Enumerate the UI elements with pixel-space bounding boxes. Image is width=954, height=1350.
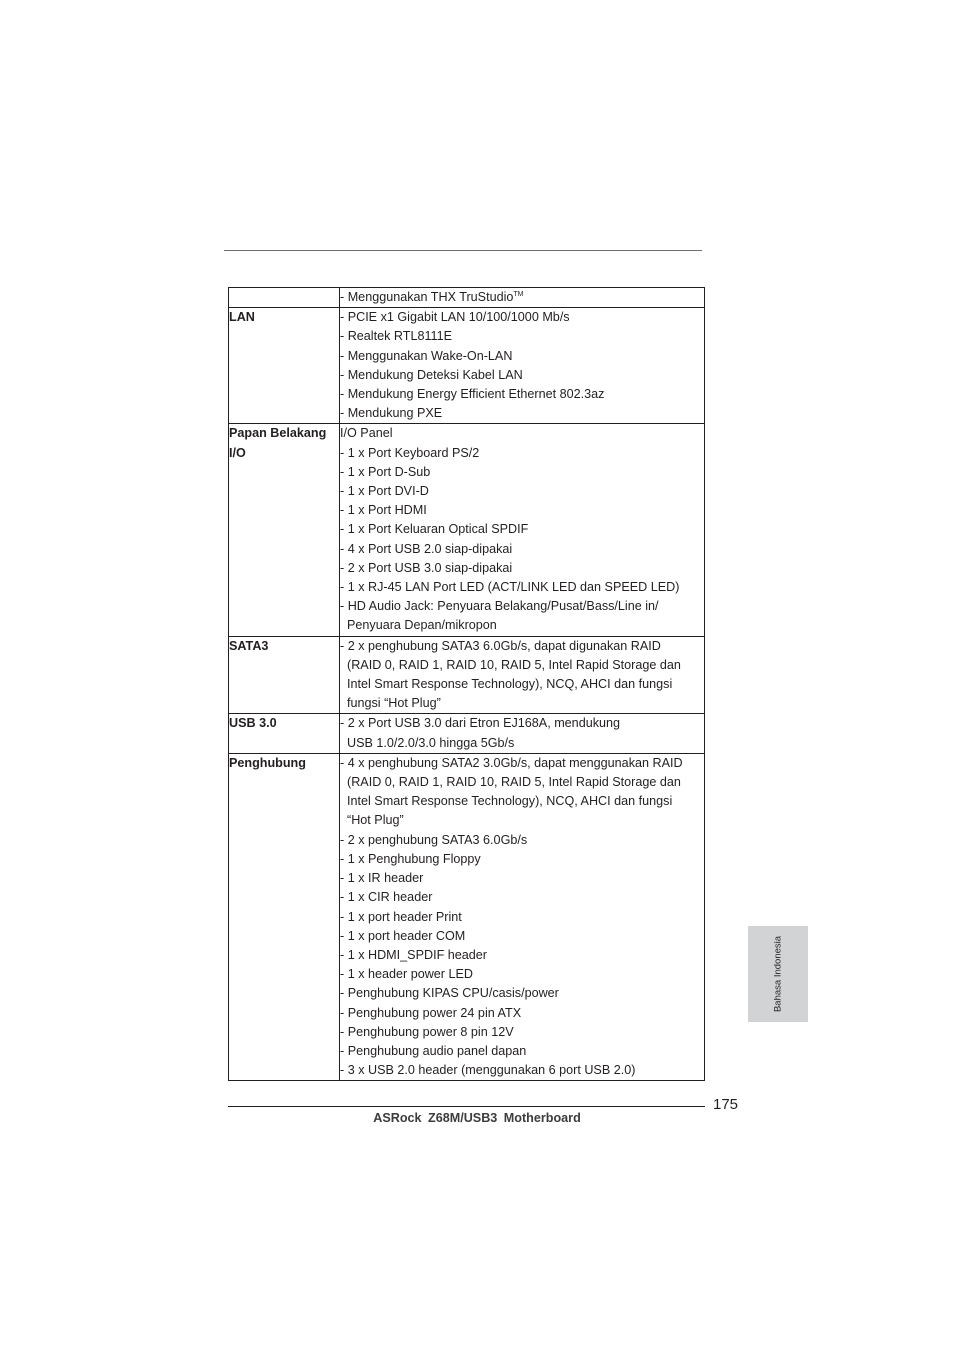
spec-line-text: - Mendukung PXE — [340, 406, 443, 421]
spec-line-text: - 1 x header power LED — [340, 967, 474, 982]
spec-line-text: - 2 x Port USB 3.0 siap-dipakai — [340, 560, 513, 575]
spec-line-text: - Penghubung power 24 pin ATX — [340, 1005, 522, 1020]
spec-row — [229, 288, 705, 308]
spec-line-text: Intel Smart Response Technology), NCQ, AHCI dan fungsi — [347, 794, 673, 809]
language-side-tab — [748, 926, 808, 1022]
spec-line — [340, 482, 704, 501]
spec-line — [340, 540, 704, 559]
spec-line-text: I/O Panel — [340, 426, 393, 441]
spec-label-cell — [229, 714, 340, 753]
spec-label-cell — [229, 424, 340, 636]
spec-line-text: (RAID 0, RAID 1, RAID 10, RAID 5, Intel Rapid Storage dan — [347, 775, 681, 790]
spec-table-body — [229, 288, 705, 1081]
language-side-tab-label: Bahasa Indonesia — [772, 935, 784, 1013]
spec-line-text: - Penghubung power 8 pin 12V — [340, 1024, 514, 1039]
spec-line-text: - 1 x port header COM — [340, 928, 466, 943]
spec-line-text: - 1 x CIR header — [340, 890, 433, 905]
spec-line — [340, 984, 704, 1003]
spec-line-text: - 1 x Port HDMI — [340, 503, 427, 518]
spec-value-cell — [340, 753, 705, 1080]
spec-row — [229, 424, 705, 636]
spec-line — [340, 347, 704, 366]
spec-value-cell — [340, 424, 705, 636]
bottom-rule — [228, 1106, 705, 1107]
spec-line — [340, 850, 704, 869]
spec-line-text: fungsi “Hot Plug” — [347, 696, 441, 711]
spec-line-text: Penyuara Depan/mikropon — [347, 618, 497, 633]
spec-line-text: - Menggunakan THX TruStudio — [340, 290, 514, 304]
spec-line-text: - 2 x penghubung SATA3 6.0Gb/s — [340, 832, 528, 847]
spec-line-text: USB 1.0/2.0/3.0 hingga 5Gb/s — [347, 735, 515, 750]
spec-line — [340, 927, 704, 946]
spec-line — [340, 385, 704, 404]
spec-line — [340, 463, 704, 482]
spec-line — [340, 616, 704, 635]
spec-line-text: - 3 x USB 2.0 header (menggunakan 6 port USB 2.0) — [340, 1063, 636, 1078]
spec-row — [229, 636, 705, 714]
spec-line — [340, 501, 704, 520]
spec-line — [340, 908, 704, 927]
spec-line — [340, 288, 704, 307]
spec-line — [340, 675, 704, 694]
spec-value-cell — [340, 636, 705, 714]
spec-line — [340, 308, 704, 327]
spec-line-text: - 2 x Port USB 3.0 dari Etron EJ168A, mendukung — [340, 716, 621, 731]
spec-line — [340, 656, 704, 675]
spec-label: Penghubung — [229, 755, 306, 770]
spec-table — [228, 287, 705, 1081]
spec-label-cell — [229, 308, 340, 424]
spec-label: I/O — [229, 445, 246, 460]
spec-line-text: - 4 x penghubung SATA2 3.0Gb/s, dapat menggunakan RAID — [340, 755, 683, 770]
spec-label-cell — [229, 753, 340, 1080]
spec-line — [340, 694, 704, 713]
spec-line-text: - Realtek RTL8111E — [340, 329, 453, 344]
spec-line-text: - Mendukung Energy Efficient Ethernet 802.3az — [340, 387, 605, 402]
spec-line — [340, 714, 704, 733]
spec-line — [340, 754, 704, 773]
spec-line — [340, 327, 704, 346]
spec-line — [340, 520, 704, 539]
spec-value-cell — [340, 714, 705, 753]
spec-line-text: - 1 x HDMI_SPDIF header — [340, 947, 487, 962]
spec-line-text: - Penghubung KIPAS CPU/casis/power — [340, 986, 559, 1001]
page-number: 175 — [713, 1096, 739, 1113]
spec-line-text: - Menggunakan Wake-On-LAN — [340, 348, 513, 363]
spec-row — [229, 714, 705, 753]
spec-label-cell — [229, 288, 340, 308]
spec-line — [340, 1061, 704, 1080]
spec-value-cell — [340, 288, 705, 308]
spec-line — [340, 811, 704, 830]
spec-line — [340, 366, 704, 385]
spec-label: SATA3 — [229, 638, 269, 653]
spec-line-text: - 1 x Port D-Sub — [340, 464, 431, 479]
spec-line-text: - HD Audio Jack: Penyuara Belakang/Pusat/Bass/Line in/ — [340, 599, 659, 614]
spec-line-text: “Hot Plug” — [347, 813, 404, 828]
spec-line — [340, 578, 704, 597]
spec-line-text: - 1 x Penghubung Floppy — [340, 851, 481, 866]
spec-line-text: - 4 x Port USB 2.0 siap-dipakai — [340, 541, 513, 556]
spec-line-text: - PCIE x1 Gigabit LAN 10/100/1000 Mb/s — [340, 310, 570, 325]
spec-label-cell — [229, 636, 340, 714]
spec-line — [340, 1042, 704, 1061]
spec-line-text: - 1 x RJ-45 LAN Port LED (ACT/LINK LED dan SPEED LED) — [340, 580, 680, 595]
spec-line-text: - Penghubung audio panel dapan — [340, 1043, 527, 1058]
trademark-superscript: TM — [513, 290, 524, 298]
spec-line — [340, 404, 704, 423]
spec-line — [340, 965, 704, 984]
spec-line-text: - 1 x Port Keyboard PS/2 — [340, 445, 480, 460]
spec-line — [340, 559, 704, 578]
spec-line-text: - 1 x Port Keluaran Optical SPDIF — [340, 522, 529, 537]
spec-line — [340, 424, 704, 443]
spec-line-text: - 1 x Port DVI-D — [340, 484, 429, 499]
spec-line — [340, 597, 704, 616]
spec-line — [340, 444, 704, 463]
spec-line — [340, 1004, 704, 1023]
spec-line-text: - 1 x IR header — [340, 871, 424, 886]
spec-line — [340, 869, 704, 888]
spec-value-cell — [340, 308, 705, 424]
spec-label: LAN — [229, 310, 255, 325]
spec-row — [229, 308, 705, 424]
spec-line — [340, 946, 704, 965]
spec-line-text: (RAID 0, RAID 1, RAID 10, RAID 5, Intel Rapid Storage dan — [347, 657, 681, 672]
spec-line — [340, 734, 704, 753]
spec-line — [340, 1023, 704, 1042]
spec-row — [229, 753, 705, 1080]
spec-line-text: Intel Smart Response Technology), NCQ, AHCI dan fungsi — [347, 677, 673, 692]
spec-line — [340, 888, 704, 907]
spec-line-text: - 2 x penghubung SATA3 6.0Gb/s, dapat digunakan RAID — [340, 638, 661, 653]
spec-line-text: - Mendukung Deteksi Kabel LAN — [340, 367, 523, 382]
spec-line — [340, 792, 704, 811]
spec-line — [340, 831, 704, 850]
spec-label: Papan Belakang — [229, 426, 327, 441]
spec-line — [340, 773, 704, 792]
footer-title: ASRock Z68M/USB3 Motherboard — [373, 1111, 581, 1125]
spec-line — [340, 637, 704, 656]
top-rule — [224, 250, 702, 251]
spec-line-text: - 1 x port header Print — [340, 909, 462, 924]
spec-label: USB 3.0 — [229, 716, 277, 731]
